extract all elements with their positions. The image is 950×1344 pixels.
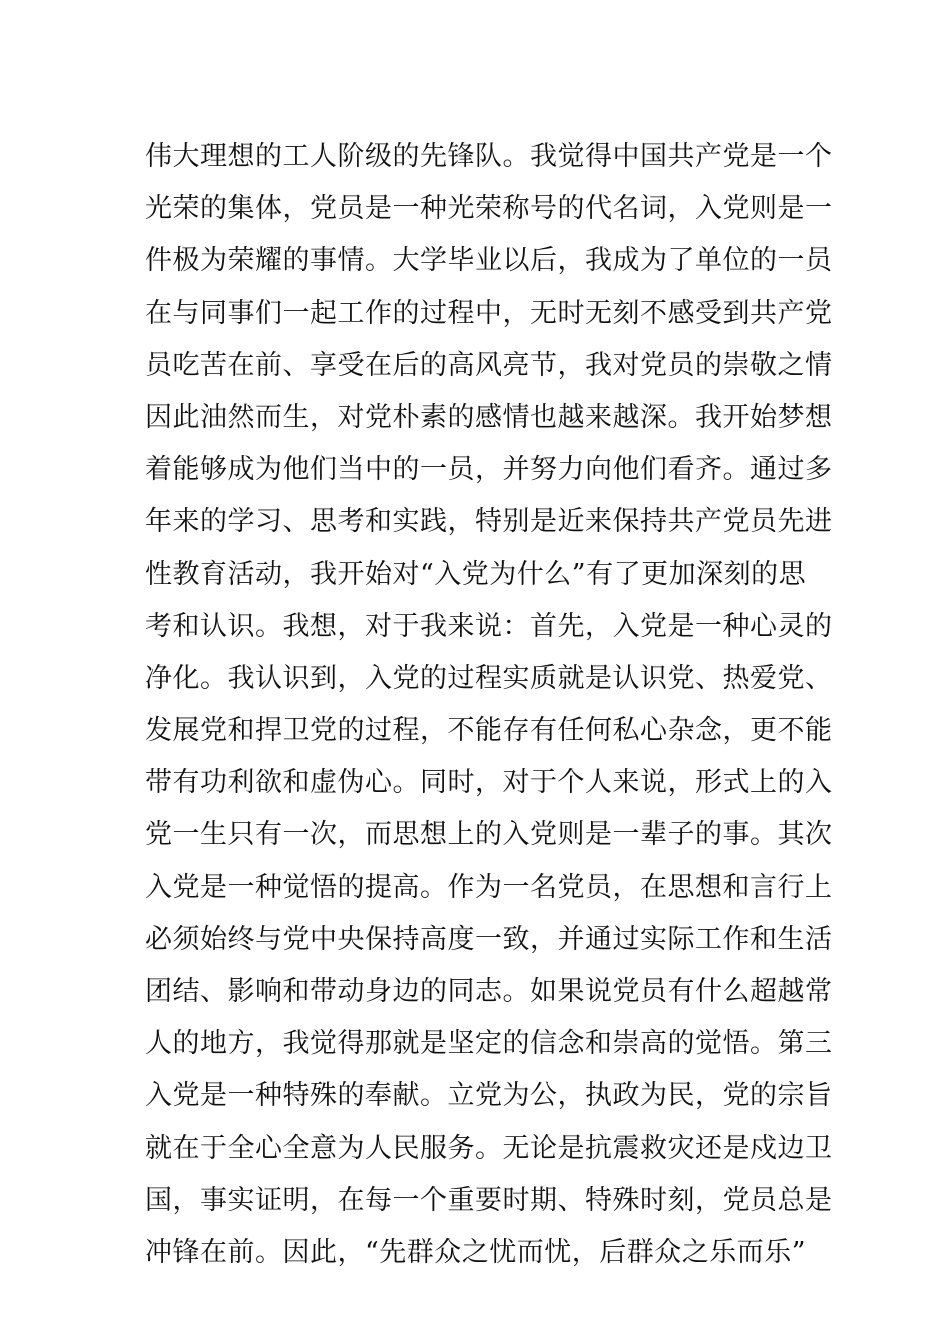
text-line: 着能够成为他们当中的一员，并努力向他们看齐。通过多 <box>145 454 833 486</box>
text-line: 党一生只有一次，而思想上的入党则是一辈子的事。其次 <box>145 819 833 851</box>
text-line: 性教育活动，我开始对“入党为什么”有了更加深刻的思 <box>145 558 807 590</box>
text-line: 国，事实证明，在每一个重要时期、特殊时刻，党员总是 <box>145 1184 833 1216</box>
text-line: 人的地方，我觉得那就是坚定的信念和崇高的觉悟。第三 <box>145 1028 833 1060</box>
text-line: 年来的学习、思考和实践，特别是近来保持共产党员先进 <box>145 506 833 538</box>
text-line: 带有功利欲和虚伪心。同时，对于个人来说，形式上的入 <box>145 767 833 799</box>
text-line: 件极为荣耀的事情。大学毕业以后，我成为了单位的一员 <box>145 245 833 277</box>
text-line: 考和认识。我想，对于我来说：首先，入党是一种心灵的 <box>145 610 833 642</box>
text-line: 入党是一种觉悟的提高。作为一名党员，在思想和言行上 <box>145 871 833 903</box>
text-line: 发展党和捍卫党的过程，不能存有任何私心杂念，更不能 <box>145 715 833 747</box>
text-line: 员吃苦在前、享受在后的高风亮节，我对党员的崇敬之情 <box>145 349 833 381</box>
text-line: 必须始终与党中央保持高度一致，并通过实际工作和生活 <box>145 923 833 955</box>
text-line: 因此油然而生，对党朴素的感情也越来越深。我开始梦想 <box>145 401 833 433</box>
text-line: 光荣的集体，党员是一种光荣称号的代名词，入党则是一 <box>145 193 833 225</box>
text-line: 冲锋在前。因此，“先群众之忧而忧，后群众之乐而乐” <box>145 1236 807 1268</box>
text-line: 团结、影响和带动身边的同志。如果说党员有什么超越常 <box>145 976 833 1007</box>
body-text <box>145 131 833 1279</box>
text-line: 伟大理想的工人阶级的先锋队。我觉得中国共产党是一个 <box>145 141 833 172</box>
text-line: 就在于全心全意为人民服务。无论是抗震救灾还是戍边卫 <box>145 1132 833 1164</box>
text-line: 净化。我认识到，入党的过程实质就是认识党、热爱党、 <box>145 662 833 694</box>
text-line: 入党是一种特殊的奉献。立党为公，执政为民，党的宗旨 <box>145 1080 833 1112</box>
text-line: 在与同事们一起工作的过程中，无时无刻不感受到共产党 <box>145 297 833 329</box>
